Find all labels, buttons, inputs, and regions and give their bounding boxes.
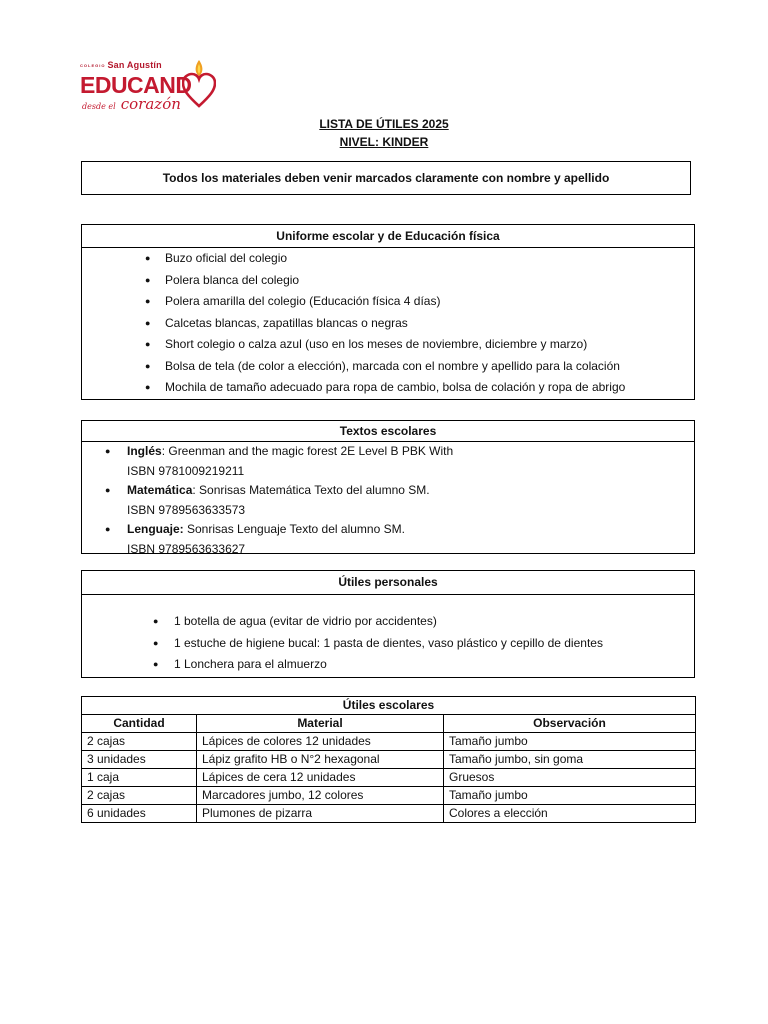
material-cell: Marcadores jumbo, 12 colores xyxy=(197,787,444,805)
column-header-observation: Observación xyxy=(444,715,696,733)
table-row xyxy=(82,733,696,751)
list-item xyxy=(82,654,694,676)
bullet-icon: ● xyxy=(153,616,159,626)
quantity-cell: 2 cajas xyxy=(82,733,197,751)
column-header-quantity: Cantidad xyxy=(82,715,197,733)
observation-cell: Tamaño jumbo, sin goma xyxy=(444,751,696,769)
quantity-cell: 2 cajas xyxy=(82,787,197,805)
school-supplies-table xyxy=(81,696,696,823)
quantity-cell: 1 caja xyxy=(82,769,197,787)
logo-tagline xyxy=(82,94,181,113)
personal-items-list xyxy=(82,595,694,676)
school-logo xyxy=(80,56,220,116)
uniform-item-text: Mochila de tamaño adecuado para ropa de cambio, bolsa de colación y ropa de abrigo xyxy=(165,380,626,394)
list-item xyxy=(82,520,694,559)
bullet-icon: ● xyxy=(145,339,151,349)
page-title: LISTA DE ÚTILES 2025 xyxy=(319,117,449,131)
list-item xyxy=(82,248,694,270)
material-cell: Plumones de pizarra xyxy=(197,805,444,823)
list-item xyxy=(82,334,694,356)
bullet-icon: ● xyxy=(105,524,111,534)
uniform-item-text: Polera amarilla del colegio (Educación física 4 días) xyxy=(165,294,441,308)
logo-school-name xyxy=(80,60,162,70)
textbooks-section xyxy=(81,420,695,554)
bullet-icon: ● xyxy=(105,446,111,456)
list-item xyxy=(82,270,694,292)
uniform-item-text: Calcetas blancas, zapatillas blancas o negras xyxy=(165,315,408,330)
level-title: NIVEL: KINDER xyxy=(339,135,429,149)
heart-flame-icon xyxy=(182,56,216,114)
textbooks-list xyxy=(82,442,694,559)
uniform-item-text: Short colegio o calza azul (uso en los meses de noviembre, diciembre y marzo) xyxy=(165,337,588,351)
list-item xyxy=(82,377,694,399)
logo-wordmark: EDUCAND xyxy=(80,72,192,98)
list-item xyxy=(82,313,694,335)
logo-colegio: COLEGIO xyxy=(80,63,106,69)
logo-tagline-small: desde el xyxy=(82,102,116,111)
uniform-list xyxy=(82,248,694,399)
personal-item-text: 1 estuche de higiene bucal: 1 pasta de dientes, vaso plástico y cepillo de dientes xyxy=(174,635,603,650)
bullet-icon: ● xyxy=(145,274,151,285)
bullet-icon: ● xyxy=(145,360,151,371)
list-item xyxy=(82,611,694,633)
textbook-title: Sonrisas Lenguaje Texto del alumno SM. xyxy=(183,522,405,536)
bullet-icon: ● xyxy=(145,253,151,263)
bullet-icon: ● xyxy=(105,485,111,495)
bullet-icon: ● xyxy=(153,637,159,648)
table-header-row xyxy=(82,715,696,733)
textbooks-title: Textos escolares xyxy=(82,421,694,442)
table-title-row xyxy=(82,697,696,715)
material-cell: Lápiz grafito HB o N°2 hexagonal xyxy=(197,751,444,769)
uniform-item-text: Buzo oficial del colegio xyxy=(165,251,288,265)
list-item xyxy=(82,291,694,313)
bullet-icon: ● xyxy=(145,382,151,392)
personal-items-title: Útiles personales xyxy=(82,571,694,595)
uniform-item-text: Bolsa de tela (de color a elección), marcada con el nombre y apellido para la colación xyxy=(165,358,620,373)
list-item xyxy=(82,633,694,655)
quantity-cell: 6 unidades xyxy=(82,805,197,823)
list-item xyxy=(82,442,694,481)
table-row xyxy=(82,787,696,805)
logo-tagline-big: corazón xyxy=(120,95,181,113)
marking-notice xyxy=(81,161,691,195)
list-item xyxy=(82,356,694,378)
notice-text: Todos los materiales deben venir marcados claramente con nombre y apellido xyxy=(162,171,610,185)
personal-item-text: 1 botella de agua (evitar de vidrio por accidentes) xyxy=(174,614,437,628)
observation-cell: Gruesos xyxy=(444,769,696,787)
personal-item-text: 1 Lonchera para el almuerzo xyxy=(174,657,327,671)
quantity-cell: 3 unidades xyxy=(82,751,197,769)
table-row xyxy=(82,805,696,823)
textbook-subject: Lenguaje: xyxy=(127,522,184,536)
textbook-isbn: ISBN 9789563633573 xyxy=(127,502,246,517)
table-row xyxy=(82,751,696,769)
bullet-icon: ● xyxy=(153,659,159,669)
uniform-section xyxy=(81,224,695,400)
observation-cell: Tamaño jumbo xyxy=(444,787,696,805)
column-header-material: Material xyxy=(197,715,444,733)
textbook-title: : Sonrisas Matemática Texto del alumno SM. xyxy=(192,483,430,497)
personal-items-section xyxy=(81,570,695,678)
logo-school: San Agustín xyxy=(107,60,162,70)
table-row xyxy=(82,769,696,787)
textbook-isbn: ISBN 9789563633627 xyxy=(127,541,246,556)
bullet-icon: ● xyxy=(145,296,151,306)
uniform-title: Uniforme escolar y de Educación física xyxy=(82,225,694,248)
material-cell: Lápices de colores 12 unidades xyxy=(197,733,444,751)
observation-cell: Tamaño jumbo xyxy=(444,733,696,751)
textbook-subject: Inglés xyxy=(127,444,162,458)
school-supplies-title: Útiles escolares xyxy=(82,697,696,715)
textbook-title: : Greenman and the magic forest 2E Level B PBK With xyxy=(161,444,454,458)
bullet-icon: ● xyxy=(145,317,151,328)
textbook-isbn: ISBN 9781009219211 xyxy=(127,463,245,478)
uniform-item-text: Polera blanca del colegio xyxy=(165,272,300,287)
list-item xyxy=(82,481,694,520)
observation-cell: Colores a elección xyxy=(444,805,696,823)
material-cell: Lápices de cera 12 unidades xyxy=(197,769,444,787)
textbook-subject: Matemática xyxy=(127,483,193,497)
